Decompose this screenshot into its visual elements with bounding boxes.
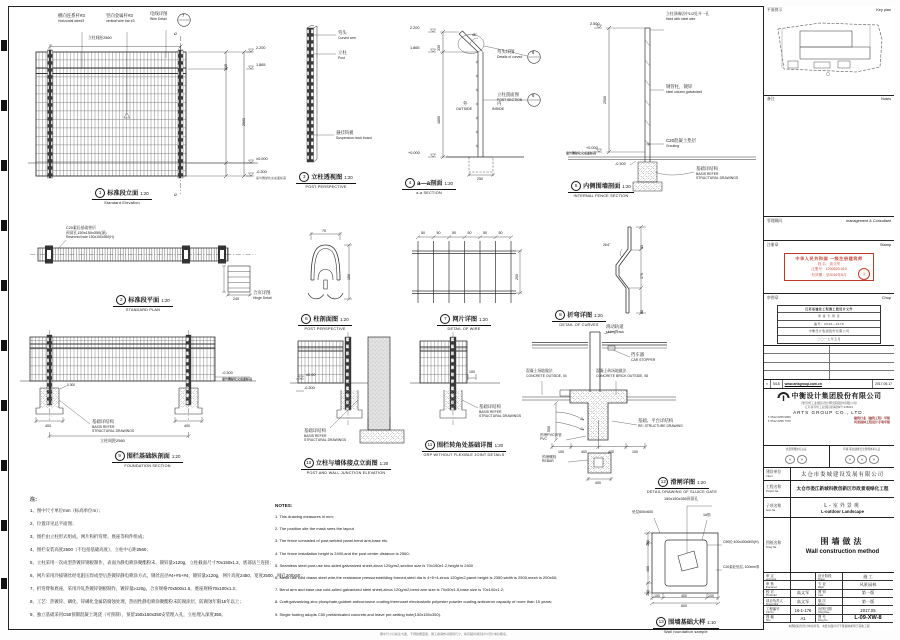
caption-corner-footing: 11 围栏转角处基础详图 1:20 GRP WITHOUT FLEXIBLE JOINT DETAILS [423,442,505,457]
elevation-value: +0.000 [586,146,598,150]
label-base-pad: 垫层600x600 [632,510,653,514]
dim-label: 400 [595,481,601,485]
stamp-label-zh: 注册章 [767,242,779,247]
figure-wire-detail-art [412,236,522,304]
keyplan-label-en: Key plan [876,7,891,12]
company-logo [777,391,790,401]
dim-label: 240 [233,297,239,301]
label-steel-column: 钢管柱，镀锌 steel column,galvanized [666,84,703,94]
dim-label: 400 [608,449,614,454]
caption-post-perspective: 3 立柱透视图 1:20 POST PERSPECTIVE [288,166,364,189]
figure-standard-elevation-art [28,14,258,194]
label-wire-detail: 电线详图 Wire Detail [150,11,168,21]
subitem-name-zh: L-室外景观 [824,502,861,509]
label-post-spacing: 立柱间距2560 [88,36,112,40]
label-rebar: 预埋螺栓 REBAR [542,455,557,464]
note-line: 2、位置详见总平面图； [30,521,77,526]
certification-badge-icon [869,455,879,464]
label-horizontal-wire: 横向连系杆#3 Horizontal wire#3 [58,13,85,23]
company-name-sub: （原苏州工业园区设计研究院股份有限公司） [798,400,859,405]
dim-label: 2500 [603,96,607,104]
dim-label: 立柱间距2560 [100,437,125,443]
caption-foundation-sample: 13 围墙基础大样 1:10 Wall foundation sample [648,611,724,634]
dim-label: 2500 [242,118,246,126]
dim-label: 250 [477,177,483,181]
keyplan-label-zh: 平面图示 [767,7,783,12]
approval-table: 审 定 Approved 设计阶段 Phase 施 工 审 核 Examined 专 业 Major 风景园林 校 对 Proofread 高文军 图 别 Cate. 第一版 项目负责人 Project Mgr. 高文军 版 次 Edition 第一版 工程编号 Job No. 16-1-176 出图日期 Drwg Date 2017.05 图 幅 Size A1 图 号 Drwg No. L-09-XW-8 [764,573,894,623]
elevation-value: -0.300 [66,383,76,387]
dim-label: 200 [514,274,519,280]
revision-table [764,346,894,380]
note-line: 9、独立基础采用C50预制混凝土现浇（可预制），预留150x150x350安装埋入孔，立柱埋入深度350。 [30,612,226,617]
note-line: 1. This drawing measures in mm; [275,514,334,519]
label-c50-concrete: C50砼 400x400x500(H) [723,540,759,544]
note-line: 5、立柱采用一次成型热镀锌钢板制作，表面为静电喷涂聚酯粉末，镀锌量≥120g，立柱截面尺寸70x150x1.2，底部法兰连接； [30,560,274,565]
label-post-top-hole: 立柱顶端居中1/2处开一孔 fixed with steel wire [666,12,710,21]
dim-label: 100 [708,593,714,598]
note-line: 3、围栏由立柱形式组成，网片和折弯臂、底座等构件组成； [30,534,147,539]
label-basis-refer: 基础详结构 BASIS REFER STRUCTURAL DRAWINGS [696,166,739,180]
certification-badge-icon [797,455,807,464]
elevation-value: 2.200 [410,26,420,30]
label-pvc-sleeve: 预埋PVC套管 PVC [540,433,562,442]
label-curved-detail-ref: 弯头详图 Details of curved [497,49,523,59]
dim-label: 50 [421,231,425,235]
elevation-value: -0.300 [256,170,267,174]
design-firm-section [764,389,894,446]
consultant-section [764,217,894,241]
ground-note: 室外侧绿化完成面标高 [256,176,287,180]
consultant-label-en: management & Consultant [846,218,891,223]
subitem-name-en: L-outdoor Landscape [821,508,864,514]
note-line: 2. The position site the mask sees the layout [275,526,354,532]
label-basis-refer: 基础详结构 BASIS REFER STRUCTURAL DRAWINGS [92,419,135,433]
label-rebar-1: 1#筋 [703,513,711,517]
label-curved-arm: 弯头 Curved arm [338,30,356,40]
dim-label: 600 [681,604,687,608]
elevation-value: -0.300 [615,162,626,166]
company-cert-1: 建筑行业（建筑工程）甲级 [853,415,890,420]
remarks-label-zh: 备注 [767,97,775,102]
detail-ref-number: 7 [182,13,185,18]
consultant-label-zh: 管理顾问 [767,218,783,223]
chop-label-zh: 审图章 [767,295,779,300]
caption-sluice-gate: 12 滑闸详图 1:20 DETAIL DRAWING OF SLUICE GATE [646,479,718,494]
figure-post-perspective-art [307,26,336,162]
elevation-value: -0.300 [304,386,315,390]
keyplan-drawing [770,15,888,81]
detail-ref-number: 6 [532,93,535,98]
dim-label: 335 [224,64,228,70]
note-line: 8、工艺：热镀锌、磷化、锌磷化金属防腐蚀处理，热固性静电喷涂聚酯粉末防腐涂层，防腐蚀年限15年以上； [30,599,244,604]
label-post: 立柱 Post [338,50,347,60]
label-c20-bed: C20素砼垫层, 100mm厚 [723,565,760,569]
note-line: 7、折弯臂和底座，采用冷轧热镀锌钢板制作，镀锌量≥120g，合页规格70x500x1.5，底座规格70x100x1.2； [30,586,240,591]
elevation-value: 1.865 [410,46,420,50]
company-tel: T 0512 6258 9999 [768,414,791,419]
label-reserved-hole: C20素砼基础垫层 预留孔150x150x350(深) Reserved hole 150x150x350(H) [66,226,114,240]
remarks-section [764,96,894,218]
stamp-label-en: Stamp [880,242,891,247]
direction-en: INSIDE [492,107,504,111]
company-fax: F 0512 6258 7700 [768,418,791,423]
caption-internal-fence: 5 内侧围墙剖面 1:20 INTERNAL FENCE SECTION [560,175,642,198]
label-suspension-hook: 悬挂钩板 Suspension hook board [336,130,372,140]
project-name: 太仓市娄江新城科教创新区市政景观绿化工程 [796,486,889,492]
dim-label: 335 [437,45,441,51]
label-vertical-wire: 竖向金属杆#3 vertical wire bar #3 [106,13,135,23]
company-name-en: ARTS GROUP CO., LTD. [793,409,865,415]
sign-cell: www.artsgroup.com.cn [783,380,873,388]
label-concrete-outside: 混凝土场地做法 CONCRETE OUTSIDE, 04 [526,369,567,378]
subitem-row: 子项名称 Item Na. L-室外景观 L-outdoor Landscape [764,498,894,518]
sign-cell: 2017.05.17 [875,381,892,386]
dim-label: 50 [452,231,456,235]
sheet-footer-note: 图中尺寸以标注为准，不得按图量度。施工前请核对现场尺寸，如有疑问请及时与设计单位联系。 [380,632,510,636]
company-name-cn: 中衡设计集团股份有限公司 [791,392,882,400]
dim-label: 100 [632,449,638,454]
caption-junction-elevation: 10 立柱与墙体接点立面图 1:20 POST AND WALL JUNCTION ELEVATION [295,452,397,475]
stamp-seal-icon: 注 [858,268,870,280]
dim-label: 400 [184,423,190,428]
dim-label: 100 [646,540,650,546]
elevation-value: 1.865 [256,63,266,67]
figure-aa-section-art [428,29,540,177]
dim-label: 400 [646,566,650,572]
drawing-title-zh: 围墙做法 [820,536,865,546]
caption-bend-detail: 8 折弯详图 1:20 DETAIL OF CURVES [548,304,610,327]
client-row: 建设单位 Client 太仓市娄城建设发展有限公司 [764,468,894,482]
dim-label: 50 [467,231,472,235]
dim-label: 50 [498,231,503,235]
note-line: 6. Mesh use cold drawn steel wire,the resistance pressureweilding formed,steel dia is 4+5+4,zinca 120g/m2,panel height is 2350,width is 2500,mesh is 200x50; [275,575,558,581]
dim-label: 400 [45,423,51,428]
note-line: 9. Single footing adopts C50 prefabricated concrete,and leave pre-setting hole(150x150x350). [275,611,442,617]
client-name: 太仓市娄城建设发展有限公司 [800,471,885,478]
signature-row [764,380,894,389]
revision-row [764,354,894,362]
registration-stamp: 中华人民共和国 一级注册建筑师 姓 名：高文军 注册号：1200520-010 有效期：至2019年5月 注 [784,253,874,281]
drawing-number: L-09-XW-8 [854,615,882,622]
label-concrete-brick-outside: 混凝土砖场地做法 CONCRETE BRICK OUTSIDE, 08 [596,369,648,378]
label-re-structure: 基础、平台详结构 RE: STRUCTURE DRAWING [638,418,683,428]
elevation-value: 2.200 [256,46,266,50]
note-line: 5. Seamless steel post,use two-sided galvanized sheet,zinca 120g/m2,section size is 70x150x1.2,height is 2400 [275,562,474,568]
remarks-label-en: Notes [881,97,891,102]
figure-post-section-art [308,232,352,301]
dim-label: 100 [558,449,564,454]
certification-badge-icon [785,455,795,464]
caption-post-section: 6 柱剖面图 1:20 POST PERSPECTIVE [292,308,358,331]
note-line: 8. Craft:galvanizing,zinc phosphate,goldnet anticorrosive coating,thermoset electrostatic polyester powder coating,anticorron capacity of more than 15 years; [275,599,553,605]
project-row: 工程名称 Project Na. 太仓市娄江新城科教创新区市政景观绿化工程 [764,481,894,498]
titleblock-footer: 本图版权归设计单位所有，未经书面许可不得复制或用于其他工程 [788,624,870,629]
notes-english [275,503,558,621]
caption-aa-section: 4 a—a剖面 1:20 a-a SECTION [398,172,460,195]
direction-zh: 外 [463,101,468,106]
dim-label: 85 [639,245,644,249]
ground-note: 室外侧绿化完成面标高 [222,377,253,381]
note-line: 3. The fence consisted of post,welded panel,bend arm,base etc. [275,538,389,544]
keyplan-section [764,6,894,96]
ground-note: 室外侧绿化完成面标高 [566,151,597,155]
chop-label-en: Chop [881,295,891,300]
dim-label: 400 [681,593,687,598]
caption-foundation-section: 9 围栏基础纵剖面 1:20 FOUNDATION SECTION [100,445,195,468]
elevation-value: +0.000 [408,151,420,155]
company-cert-2: 风景园林工程设计专项甲级 [853,419,890,424]
angle-label: 45° [472,33,477,37]
figure-foundation-sample-art [644,506,722,605]
review-chop: 江苏省建设工程施工图设计文件 审 查 专 用 章 编号：2016—0176 中衡设计集团股份有限公司 二〇一七年五月 [777,305,881,344]
dim-label: 50 [483,231,487,235]
note-line: 6、网片采用冷拔钢丝经电阻压焊成型后热镀锌静电喷涂方式，钢丝直径#4+#5+#4，镀锌量≥120g，网片高度2450，宽度2500，网孔200x50； [30,573,305,578]
caption-wire-detail: 7 网片详图 1:20 DETAIL OF WIRE [428,308,500,331]
figure-foundation-section-art [20,330,256,438]
dim-label: 500 [547,426,551,432]
section-letter: a [174,31,177,37]
detail-ref-number: 8 [532,50,535,55]
registration-stamp-section [764,241,894,294]
elevation-value: 2.500 [590,22,600,26]
label-reserved-hole-13: 150x150x350预留孔 [664,497,699,501]
label-post-section-ref: 立柱剖面图 POST SECTION [497,92,523,102]
badge-group-quality: 质量管理体系认证 [764,446,830,467]
dim-label: 85 [639,310,644,314]
caption-standard-elevation: 1 标准段立面 1:20 Standard Elevation [72,182,172,205]
drawing-title-row: 图纸名称 Drwg Na. 围墙做法 Wall construction method [764,518,894,573]
dim-label: 1865 [437,116,441,124]
drawing-title-en: Wall construction method [805,548,880,555]
direction-en: OUTSIDE [456,107,472,111]
label-car-stopper: 挡车器 CAR STOPPER [631,352,656,362]
label-basis-refer: 基础详结构 BASIS REFER STRUCTURAL DRAWINGS [304,428,347,442]
revision-row [764,371,894,378]
elevation-value: -0.300 [222,371,233,375]
review-chop-section [764,294,894,346]
title-block [763,6,894,630]
sign-cell: × [764,380,771,388]
note-line: 4. The fence installation height is 2400,and the post center distance is 2560; [275,550,410,556]
sign-cell: 5/18 [771,380,783,388]
revision-row [764,346,894,354]
label-basis-refer: 基础详结构 BASIS REFER STRUCTURAL DRAWINGS [479,404,522,418]
section-letter: a [174,192,177,198]
company-address: 江苏省苏州工业园区星海街9号 215021 [804,404,854,409]
notes-zh-title: 注： [30,497,41,503]
certification-badge-icon [857,455,867,464]
note-line: 7. Bend arm and base,use cold-rolled galvanized steel sheet,zinca 120g/m2,bend arm size is 70x50x1.5,base size is 70x100x1.2; [275,587,505,593]
dim-label: 70 [322,228,326,233]
figure-bend-detail-art [616,225,646,315]
dim-label: 50 [436,231,441,235]
note-line: 4、围栏安装高度2500（不包括基础高度），立柱中心距2560； [30,547,151,552]
elevation-value: ±0.00 [306,373,316,377]
dim-label: 150 [347,274,351,280]
dim-label: 100 [646,590,650,596]
badge-group-environment: 环境·职业健康安全管理体系认证 [830,446,895,467]
caption-standard-plan: 2 标准段平面 1:20 STANDARD PLAN [103,289,183,312]
note-line: 1、图中尺寸单位mm（标高单位m）； [30,508,103,513]
elevation-value: ±0.000 [256,157,268,161]
label-grouting: C20混凝土垫层 Grouting [666,138,697,148]
notes-en-title: NOTES: [275,503,293,508]
angle-label: 26.6° [603,243,611,247]
dim-label: 100 [654,593,660,598]
dim-label: 400 [581,449,587,454]
certification-badges [764,446,894,468]
direction-zh: 内 [497,101,502,106]
dim-label: 170 [639,273,644,279]
label-hinge-detail: 合页详图 Hinge Detail [253,290,272,300]
certification-badge-icon [845,455,855,464]
revision-row [764,363,894,371]
dim-label: 100 [469,370,475,374]
label-sliding-track: 滑动轨道 sliding track [606,324,624,334]
